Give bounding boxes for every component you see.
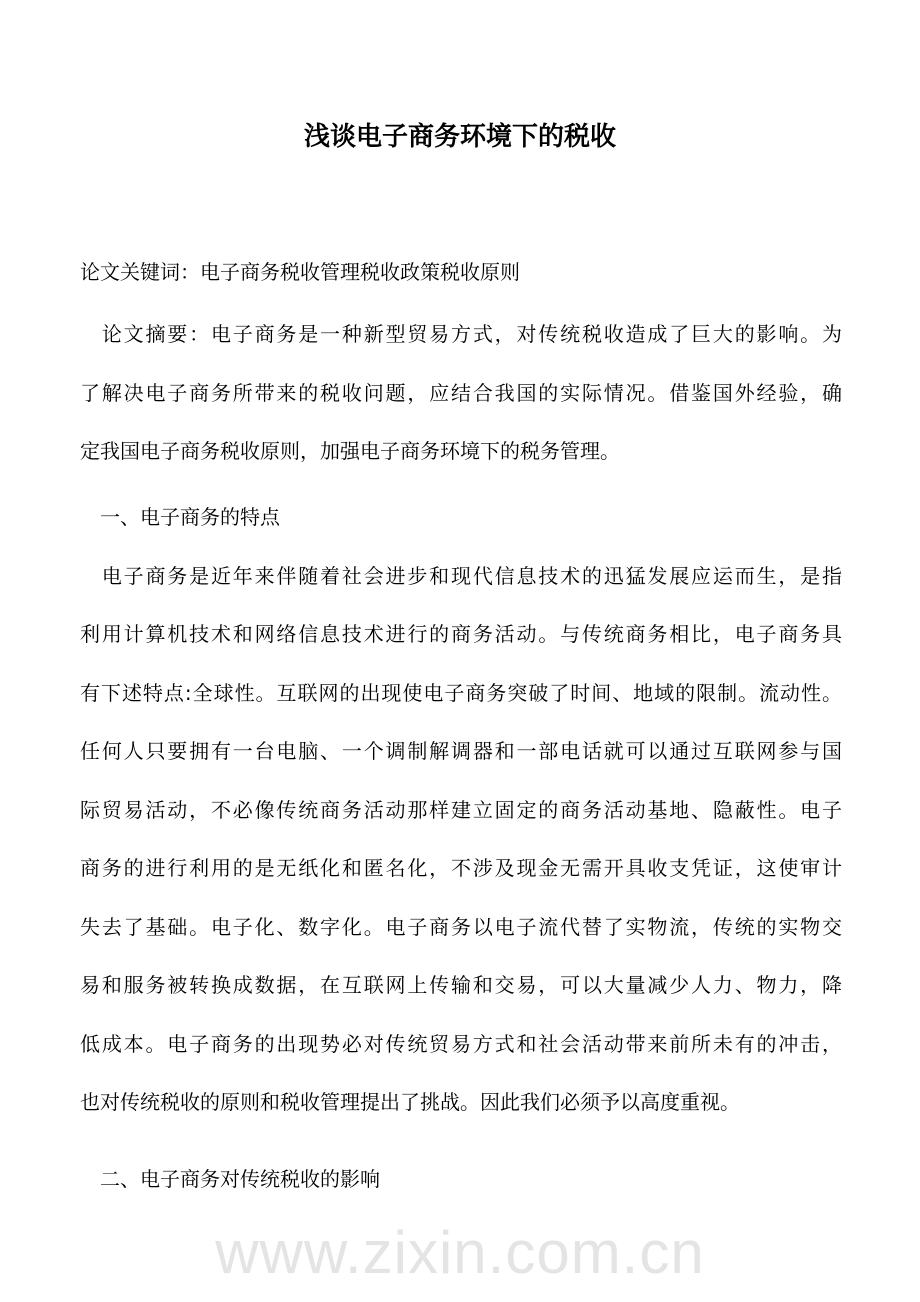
document-body [80,243,842,1209]
heading-text: 二、电子商务对传统税收的影响 [80,1167,380,1191]
text-line: 论文摘要：电子商务是一种新型贸易方式，对传统税收造成了巨大的影响。为 [80,322,842,346]
heading-text: 一、电子商务的特点 [80,505,280,529]
text-line: 定我国电子商务税收原则，加强电子商务环境下的税务管理。 [80,439,620,463]
text-line: 电子商务是近年来伴随着社会进步和现代信息技术的迅猛发展应运而生，是指 [80,563,842,588]
text-line: 了解决电子商务所带来的税收问题，应结合我国的实际情况。借鉴国外经验，确 [80,380,842,405]
text-line: 低成本。电子商务的出现势必对传统贸易方式和社会活动带来前所未有的冲击， [80,1031,842,1056]
text-line: 失去了基础。电子化、数字化。电子商务以电子流代替了实物流，传统的实物交 [80,914,842,939]
text-line: 任何人只要拥有一台电脑、一个调制解调器和一部电话就可以通过互联网参与国 [80,739,842,763]
text-line: 易和服务被转换成数据，在互联网上传输和交易，可以大量减少人力、物力，降 [80,973,842,997]
keywords-paragraph [80,243,842,302]
text-line: 商务的进行利用的是无纸化和匿名化，不涉及现金无需开具收支凭证，这使审计 [80,856,842,880]
text-line: 也对传统税收的原则和税收管理提出了挑战。因此我们必须予以高度重视。 [80,1090,740,1114]
section-heading-2 [80,1150,842,1209]
document-title: 浅谈电子商务环境下的税收 [303,122,616,152]
text-line: 有下述特点:全球性。互联网的出现使电子商务突破了时间、地域的限制。流动性。 [80,680,842,705]
text-line: 利用计算机技术和网络信息技术进行的商务活动。与传统商务相比，电子商务具 [80,622,842,646]
watermark: www.zixin.com.cn [215,1219,705,1286]
abstract-paragraph [80,305,842,481]
section-1-paragraph [80,547,842,1132]
section-heading-1 [80,488,842,547]
keywords-line: 论文关键词：电子商务税收管理税收政策税收原则 [80,260,520,284]
text-line: 际贸易活动，不必像传统商务活动那样建立固定的商务活动基地、隐蔽性。电子 [80,797,842,822]
